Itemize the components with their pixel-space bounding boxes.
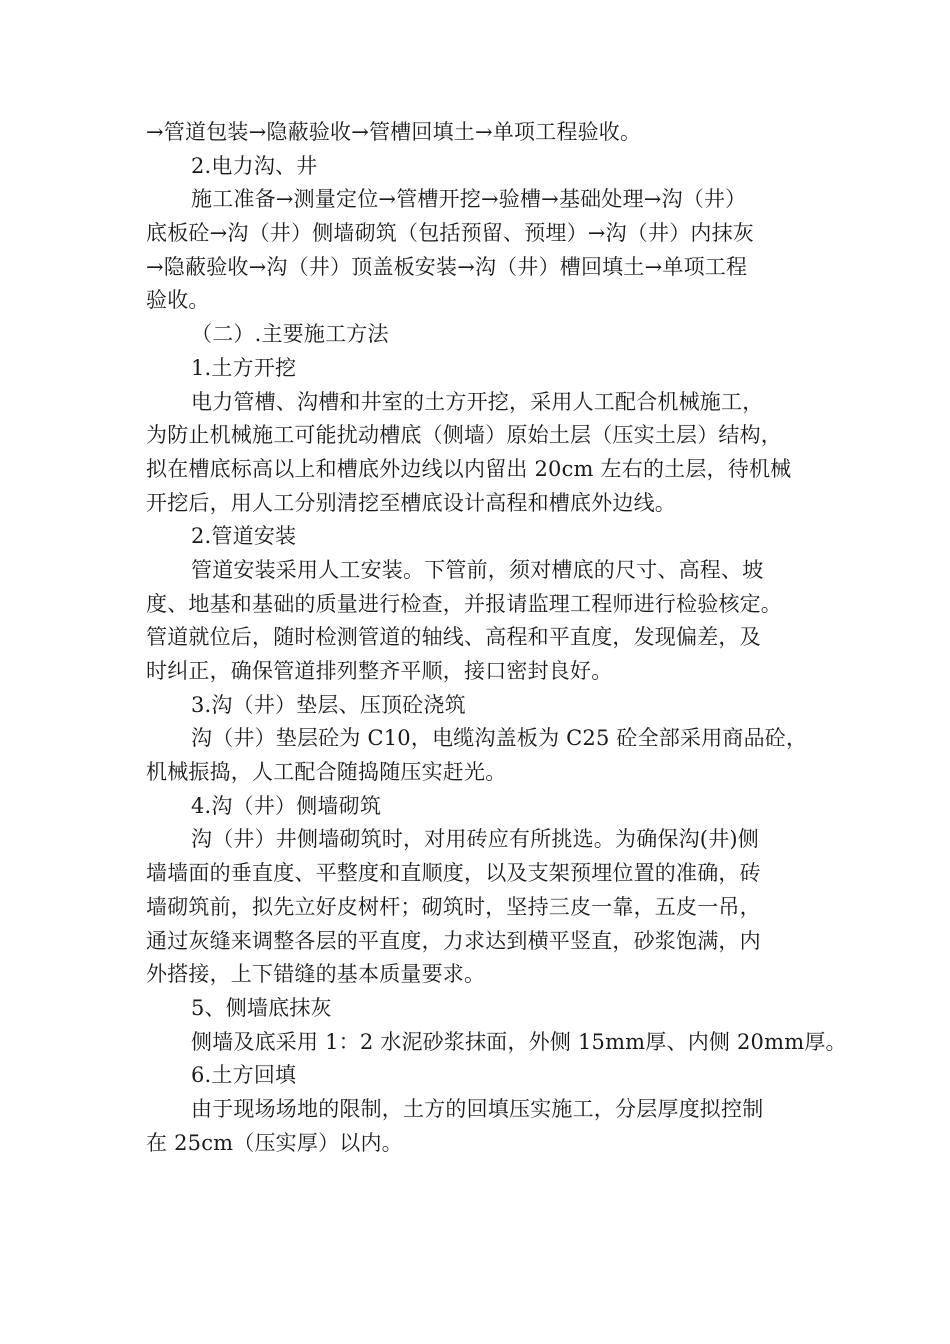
text-line: 墙墙面的垂直度、平整度和直顺度，以及支架预埋位置的准确，砖 [146, 861, 761, 886]
text-line: 管道就位后，随时检测管道的轴线、高程和平直度，发现偏差，及 [146, 625, 761, 650]
text-line: 开挖后，用人工分别清挖至槽底设计高程和槽底外边线。 [146, 490, 676, 515]
text-line: 施工准备→测量定位→管槽开挖→验槽→基础处理→沟（井） [191, 187, 747, 212]
text-line: 沟（井）井侧墙砌筑时，对用砖应有所挑选。为确保沟(井)侧 [191, 827, 759, 852]
text-line: 管道安装采用人工安装。下管前，须对槽底的尺寸、高程、坡 [191, 557, 764, 582]
text-line: 为防止机械施工可能扰动槽底（侧墙）原始土层（压实土层）结构， [146, 423, 782, 448]
text-line: 通过灰缝来调整各层的平直度，力求达到横平竖直，砂浆饱满，内 [146, 928, 761, 953]
section-heading: 2.电力沟、井 [191, 153, 318, 178]
text-line: →隐蔽验收→沟（井）顶盖板安装→沟（井）槽回填土→单项工程 [146, 254, 748, 279]
text-line: 底板砼→沟（井）侧墙砌筑（包括预留、预埋）→沟（井）内抹灰 [146, 221, 754, 246]
text-line: 由于现场场地的限制，土方的回填压实施工，分层厚度拟控制 [191, 1096, 764, 1121]
text-line: 侧墙及底采用 1：2 水泥砂浆抹面，外侧 15mm厚、内侧 20mm厚。 [191, 1029, 847, 1054]
text-line: 拟在槽底标高以上和槽底外边线以内留出 20cm 左右的土层，待机械 [146, 456, 792, 481]
section-heading: 5、侧墙底抹灰 [191, 995, 332, 1020]
section-heading: （二）.主要施工方法 [191, 322, 389, 347]
section-heading: 4.沟（井）侧墙砌筑 [191, 793, 382, 818]
section-heading: 3.沟（井）垫层、压顶砼浇筑 [191, 692, 466, 717]
text-line: 沟（井）垫层砼为 C10，电缆沟盖板为 C25 砼全部采用商品砼， [191, 726, 808, 751]
text-line: 在 25cm（压实厚）以内。 [146, 1130, 403, 1155]
text-line: 电力管槽、沟槽和井室的土方开挖，采用人工配合机械施工， [191, 389, 764, 414]
section-heading: 6.土方回填 [191, 1063, 297, 1088]
text-line: 机械振捣，人工配合随捣随压实赶光。 [146, 760, 507, 785]
text-line: 墙砌筑前，拟先立好皮树杆；砌筑时，坚持三皮一靠，五皮一吊， [146, 894, 761, 919]
text-line: →管道包装→隐蔽验收→管槽回填土→单项工程验收。 [146, 120, 642, 144]
text-line: 度、地基和基础的质量进行检查，并报请监理工程师进行检验核定。 [146, 591, 782, 616]
text-line: 外搭接，上下错缝的基本质量要求。 [146, 962, 486, 987]
section-heading: 2.管道安装 [191, 524, 297, 549]
section-heading: 1.土方开挖 [191, 355, 297, 380]
document-body [146, 116, 847, 1160]
text-line: 时纠正，确保管道排列整齐平顺，接口密封良好。 [146, 659, 613, 683]
text-line: 验收。 [146, 288, 210, 313]
